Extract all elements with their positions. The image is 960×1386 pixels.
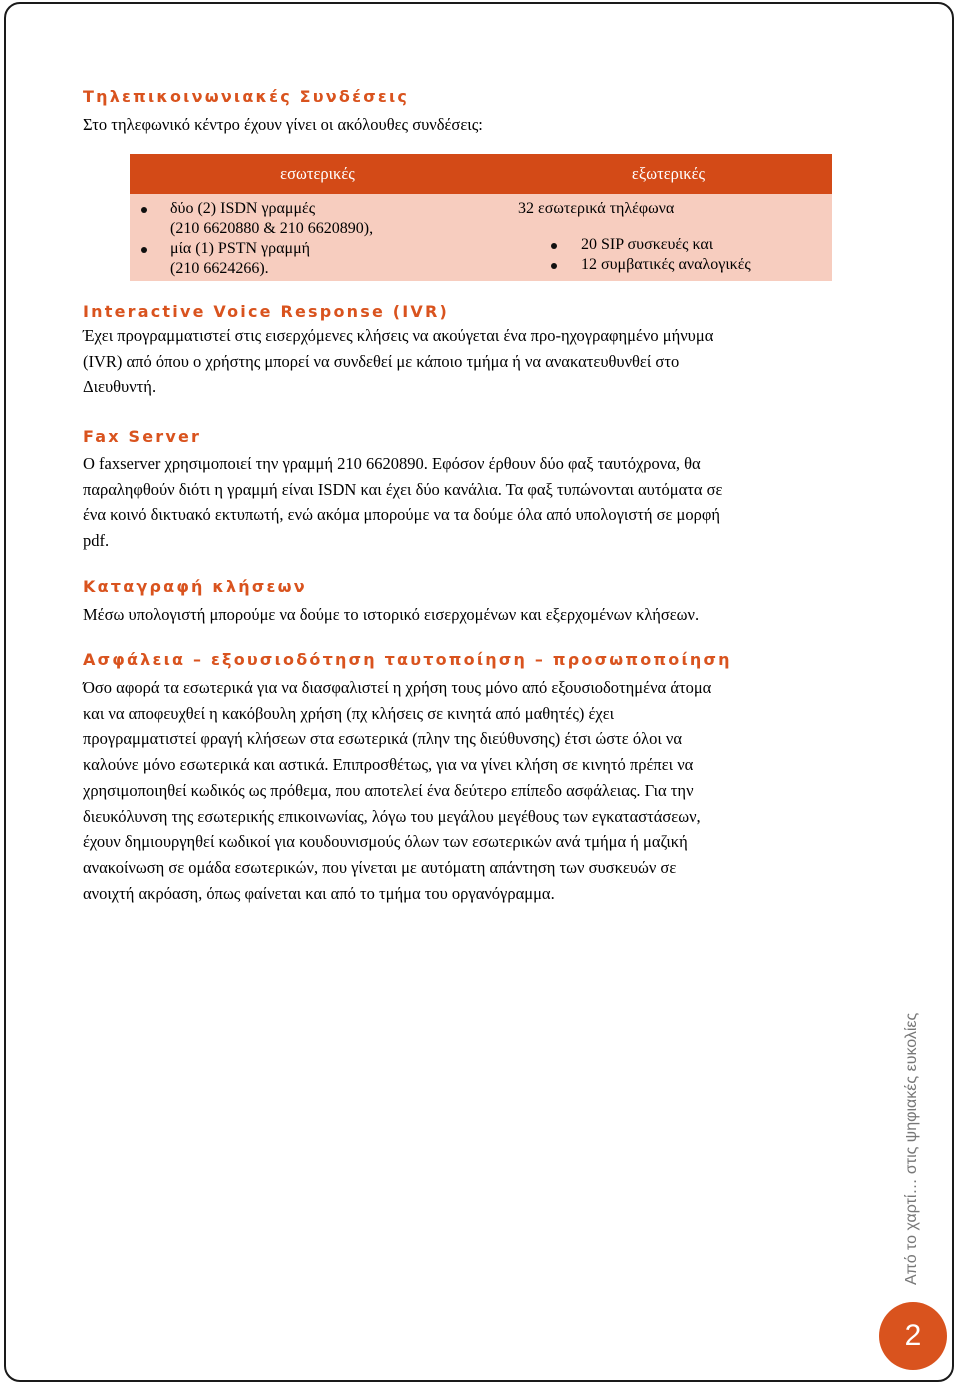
calls-text: Μέσω υπολογιστή μπορούμε να δούμε το ιστορικό εισερχομένων και εξερχομένων κλήσεων.: [83, 605, 700, 624]
fax-heading: Fax Server: [83, 427, 202, 446]
fax-line: Ο faxserver χρησιμοποιεί την γραμμή 210 6620890. Εφόσον έρθουν δύο φαξ ταυτόχρονα, θα: [83, 454, 701, 473]
list-item: 20 SIP συσκευές και: [490, 235, 832, 255]
security-line: χρησιμοποιηθεί κωδικός ως πρόθεμα, που αποτελεί ένα δεύτερο επίπεδο ασφάλειας. Για την: [83, 780, 694, 800]
external-column: [490, 199, 832, 275]
header-internal: εσωτερικές: [280, 164, 355, 183]
list-item: μία (1) PSTN γραμμή: [130, 239, 490, 259]
list-item-continuation: (210 6620880 & 210 6620890),: [170, 220, 374, 237]
fax-line: παραληφθούν διότι η γραμμή είναι ISDN και έχει δύο κανάλια. Τα φαξ τυπώνονται αυτόματα σε: [83, 479, 723, 499]
section-ivr: [83, 301, 883, 400]
bullet-icon: [551, 263, 557, 269]
fax-line: ένα κοινό δικτυακό εκτυπωτή, ενώ ακόμα μπορούμε να τα δούμε όλα από υπολογιστή σε μορφή: [83, 505, 721, 525]
security-line: ανακοίνωση σε ομάδα εσωτερικών, που γίνεται με αυτόματη απάντηση των συσκευών σε: [83, 857, 677, 877]
page-number: 2: [879, 1302, 947, 1370]
section-fax: [83, 426, 883, 554]
list-item: δύο (2) ISDN γραμμές: [130, 199, 490, 219]
header-external: εξωτερικές: [631, 164, 706, 183]
external-title: 32 εσωτερικά τηλέφωνα: [518, 200, 675, 217]
bullet-icon: [551, 243, 557, 249]
security-line: προγραμματιστεί φραγή κλήσεων στα εσωτερικά (πλην της διεύθυνσης) έτσι ώστε όλοι να: [83, 729, 683, 749]
security-line: ανοιχτή ακρόαση, όπως φαίνεται και από το τμήμα του οργανόγραμμα.: [83, 883, 555, 903]
ivr-heading: Interactive Voice Response (IVR): [83, 302, 450, 321]
table-header: [130, 154, 832, 194]
telecom-intro: Στο τηλεφωνικό κέντρο έχουν γίνει οι ακόλουθες συνδέσεις:: [83, 115, 483, 134]
security-line: έχουν δημιουργηθεί κωδικοί για κουδουνισμούς όλων των εσωτερικών ανά τμήμα ή μαζική: [83, 832, 688, 852]
security-line: διευκόλυνση της εσωτερικής επικοινωνίας, λόγω του μεγάλου μεγέθους των εγκαταστάσεων,: [83, 806, 701, 826]
security-heading: Ασφάλεια – εξουσιοδότηση ταυτοποίηση – προσωποποίηση: [83, 650, 732, 669]
internal-column: [130, 199, 490, 279]
ivr-line: Διευθυντή.: [83, 377, 157, 397]
telecom-heading: Τηλεπικοινωνιακές Συνδέσεις: [83, 87, 410, 106]
connections-table: [130, 154, 832, 281]
ivr-line: (IVR) από όπου ο χρήστης μπορεί να συνδεθεί με κάποιο τμήμα ή να ανακατευθυνθεί στο: [83, 351, 680, 371]
table-body: [130, 194, 832, 281]
side-label: Από το χαρτί… στις ψηφιακές ευκολίες: [903, 1012, 920, 1285]
list-item: 12 συμβατικές αναλογικές: [490, 255, 832, 275]
section-calls: [83, 576, 883, 628]
security-line: και να αποφευχθεί η κακόβουλη χρήση (πχ κλήσεις σε κινητά από μαθητές) έχει: [83, 703, 615, 723]
list-item-continuation: (210 6624266).: [170, 260, 269, 277]
bullet-icon: [141, 207, 147, 213]
ivr-line: Έχει προγραμματιστεί στις εισερχόμενες κλήσεις να ακούγεται ένα προ-ηχογραφημένο μήνυμα: [83, 326, 714, 345]
security-line: Όσο αφορά τα εσωτερικά για να διασφαλιστεί η χρήση τους μόνο από εξουσιοδοτημένα άτομα: [83, 678, 712, 697]
security-line: καλούνε μόνο εσωτερικά και αστικά. Επιπροσθέτως, για να γίνει κλήση σε κινητό πρέπει να: [83, 755, 694, 775]
bullet-icon: [141, 247, 147, 253]
section-telecom: [83, 86, 883, 138]
section-security: [83, 649, 883, 906]
fax-line: pdf.: [83, 531, 110, 551]
calls-heading: Καταγραφή κλήσεων: [83, 577, 307, 596]
